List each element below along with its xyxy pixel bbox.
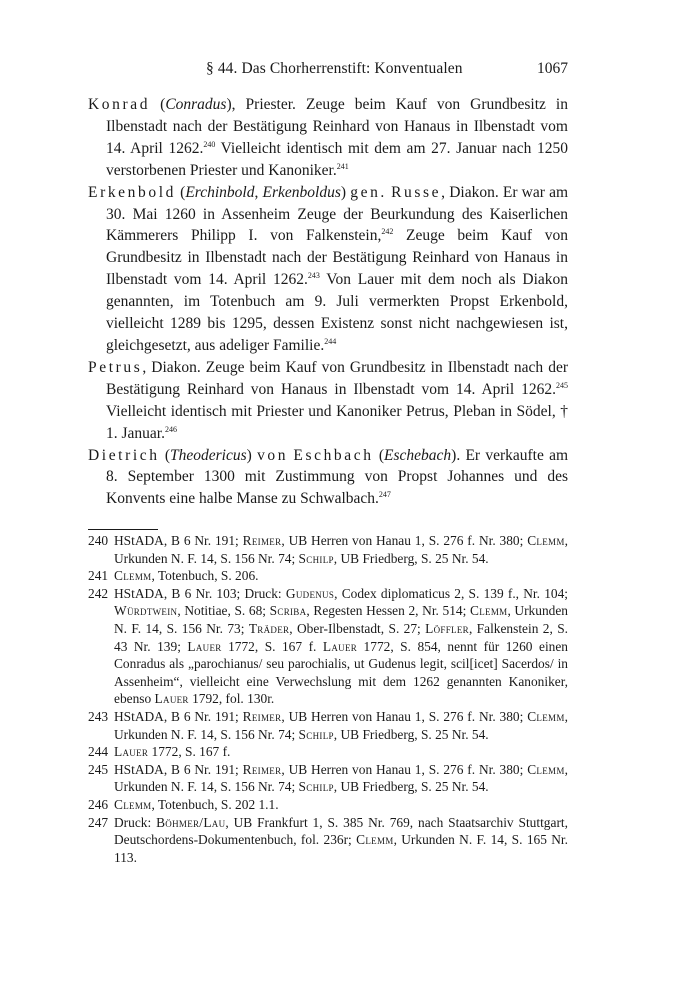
- entry-alias: Eschebach: [384, 446, 452, 464]
- footnote-text: HStADA, B 6 Nr. 103; Druck: Gudenus, Codex diplomaticus 2, S. 139 f., Nr. 104; Würdtwein, Notitiae, S. 68; Scriba, Regesten Hessen 2, Nr. 514; Clemm, Urkunden N. F. 14, S. 156 Nr. 73; Träder, Ober-Ilbenstadt, S. 27; Löffler, Falkenstein 2, S. 43 Nr. 139; Lauer 1772, S. 167 f. Lauer 1772, S. 854, nennt für 1260 einen Conradus als „parochianus/ seu parochialis, ut Gudenus legit, scil[icet] Sacerdos/ in Assenheim“, vielleicht eine Verwechslung mit dem 1262 genannten Kanoniker, ebenso Lauer 1792, fol. 130r.: [114, 585, 569, 707]
- footnote-243: [88, 708, 568, 743]
- footnote-ref: 242: [381, 227, 394, 237]
- entry-gen: gen.: [350, 183, 387, 201]
- footnote-divider: [88, 529, 158, 530]
- entry-place: Eschbach: [293, 446, 374, 464]
- entry-name: Petrus: [88, 358, 143, 376]
- page-number: 1067: [537, 60, 568, 77]
- footnote-242: [88, 585, 568, 708]
- footnote-text: HStADA, B 6 Nr. 191; Reimer, UB Herren von Hanau 1, S. 276 f. Nr. 380; Clemm, Urkunden N. F. 14, S. 156 Nr. 74; Schilp, UB Friedberg, S. 25 Nr. 54.: [114, 761, 568, 795]
- footnote-number: 240: [88, 533, 109, 548]
- footnote-ref: 243: [307, 271, 320, 281]
- entry-erkenbold: Erkenbold (Erchinbold, Erkenboldus) gen. Russe, Diakon. Er war am 30. Mai 1260 in Assenheim Zeuge der Beurkundung des Kaiserlichen Kämmerers Philipp I. von Falkenstein,$^{242}$ Zeuge beim Kauf von Grundbesitz in Ilbenstadt nach der Bestätigung Reinhard von Hanaus in Ilbenstadt vom 14. April 1262.$^{243}$ Von Lauer mit dem noch als Diakon genannten, im Totenbuch am 9. Juli vermerkten Propst Erkenbold, vielleicht 1289 bis 1295, dessen Existenz sonst nicht nachgewiesen ist, gleichgesetzt, aus adeliger Familie.$^{244}$: [88, 183, 569, 354]
- footnote-ref: 240: [203, 139, 216, 149]
- footnote-number: 245: [88, 761, 109, 777]
- footnote-ref: 245: [556, 380, 568, 390]
- footnote-ref: 246: [164, 424, 177, 434]
- footnote-240: [88, 532, 568, 567]
- running-head: § 44. Das Chorherrenstift: Konventualen: [206, 60, 463, 77]
- entry-petrus: Petrus, Diakon. Zeuge beim Kauf von Grundbesitz in Ilbenstadt nach der Bestätigung Reinhard von Hanaus in Ilbenstadt vom 14. April 1262.$^{245}$ Vielleicht identisch mit Priester und Kanoniker Petrus, Pleban in Södel, † 1. Januar.$^{246}$: [88, 358, 568, 442]
- footnote-244: [88, 743, 568, 761]
- footnote-245: [88, 761, 568, 796]
- entry-alias: Erkenboldus: [262, 183, 341, 201]
- entry-name: Dietrich: [88, 446, 160, 464]
- footnote-246: [88, 796, 568, 814]
- page-header: [88, 60, 568, 84]
- footnote-text: Clemm, Totenbuch, S. 206.: [114, 568, 259, 584]
- footnote-ref: 244: [324, 336, 337, 346]
- footnote-text: Clemm, Totenbuch, S. 202 1.1.: [114, 796, 279, 812]
- entry-name: Konrad: [88, 96, 151, 113]
- footnote-247: [88, 814, 568, 867]
- entry-alias: Conradus: [165, 96, 227, 113]
- entry-von: von: [257, 446, 289, 464]
- footnote-number: 243: [88, 708, 109, 724]
- entry-name: Erkenbold: [88, 183, 176, 201]
- entry-alias: Theodericus: [170, 446, 247, 464]
- footnote-number: 242: [88, 585, 109, 601]
- footnote-text: HStADA, B 6 Nr. 191; Reimer, UB Herren von Hanau 1, S. 276 f. Nr. 380; Clemm, Urkunden N. F. 14, S. 156 Nr. 74; Schilp, UB Friedberg, S. 25 Nr. 54.: [114, 708, 568, 742]
- footnote-ref: 247: [378, 490, 391, 500]
- entry-dietrich: Dietrich (Theodericus) von Eschbach (Eschebach). Er verkaufte am 8. September 1300 mit Zustimmung von Propst Johannes und des Konvents eine halbe Manse zu Schwalbach.$^{247}$: [88, 446, 569, 508]
- entry-byname: Russe: [391, 183, 442, 201]
- footnote-text: Lauer 1772, S. 167 f.: [114, 744, 231, 760]
- main-text: [88, 94, 568, 510]
- footnotes: [88, 532, 568, 866]
- footnote-text: HStADA, B 6 Nr. 191; Reimer, UB Herren von Hanau 1, S. 276 f. Nr. 380; Clemm, Urkunden N. F. 14, S. 156 Nr. 74; Schilp, UB Friedberg, S. 25 Nr. 54.: [114, 533, 568, 566]
- footnote-number: 244: [88, 744, 109, 760]
- footnote-number: 247: [88, 814, 109, 830]
- entry-alias: Erchinbold: [185, 183, 255, 201]
- footnote-241: [88, 567, 568, 585]
- entry-konrad: Konrad (Conradus), Priester. Zeuge beim Kauf von Grundbesitz in Ilbenstadt nach der Bestätigung Reinhard von Hanaus in Ilbenstadt vom 14. April 1262.$^{240}$ Vielleicht identisch mit dem am 27. Januar nach 1250 verstorbenen Priester und Kanoniker.$^{241}$: [88, 96, 568, 179]
- footnote-number: 241: [88, 568, 109, 584]
- footnote-number: 246: [88, 796, 109, 812]
- footnote-ref: 241: [336, 161, 349, 171]
- footnote-text: Druck: Böhmer/Lau, UB Frankfurt 1, S. 385 Nr. 769, nach Staatsarchiv Stuttgart, Deutschordens-Dokumentenbuch, fol. 236r; Clemm, Urkunden N. F. 14, S. 165 Nr. 113.: [114, 814, 568, 865]
